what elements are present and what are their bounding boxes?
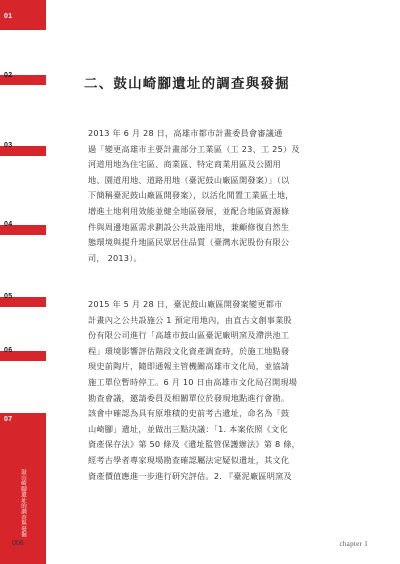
chapter-strip-segment-05b	[0, 307, 46, 351]
chapter-strip-segment-01b	[0, 30, 46, 75]
paragraph-1-line: 過「變更高雄市主要計畫部分工業區（工 23、工 25）及	[88, 143, 300, 154]
paragraph-1-line: 下簡稱臺泥鼓山廠區開發案），以活化閒置工業區土地，	[88, 190, 294, 201]
section-heading: 二、鼓山崎腳遺址的調查與發掘	[84, 76, 290, 92]
chapter-strip	[0, 0, 46, 564]
paragraph-1-line: 態環境與提升地區民眾居住品質（臺灣水泥股份有限公	[88, 237, 290, 248]
chapter-number-01: 01	[4, 13, 13, 20]
paragraph-1-line: 2013 年 6 月 28 日，高雄市都市計畫委員會審議通	[88, 128, 283, 138]
chapter-strip-segment-02b	[0, 85, 46, 146]
paragraph-1-line: 增進土地利用效能並健全地區發展，並配合地區資源條	[88, 205, 290, 216]
paragraph-1-line: 地、園道用地、道路用地（臺泥鼓山廠區開發案）」（以	[88, 174, 290, 185]
paragraph-2-line: 份有限公司進行「高雄市鼓山區臺泥廠明窯及滯洪池工	[88, 330, 290, 341]
page-number: 006	[12, 540, 24, 547]
chapter-strip-segment-06b	[0, 361, 46, 413]
current-chapter-marker-icon	[38, 12, 46, 22]
paragraph-2-line: 該會中確認為具有原堆積的史前考古遺址，命名為「鼓	[88, 408, 290, 419]
paragraph-2-line: 施工單位暫時停工。6 月 10 日由高雄市文化局召開現場	[88, 376, 298, 387]
paragraph-2-line: 計畫內之公共設施公 1 預定用地內，由直古文創事業股	[88, 314, 292, 325]
paragraph-2-line: 資產價值應進一步進行研究評估。2. 『臺泥廠區明窯及	[88, 470, 292, 481]
paragraph-2-line: 2015 年 5 月 28 日，臺泥鼓山廠區開發案變更都市	[88, 299, 283, 309]
paragraph-2-line: 山崎腳」遺址，並做出三點決議：「1. 本案依照《文化	[88, 423, 288, 434]
running-title-vertical: 鼓山崎腳遺址的調查與發掘	[20, 469, 26, 538]
chapter-number-07: 07	[4, 416, 13, 423]
chapter-number-05: 05	[4, 293, 13, 300]
paragraph-2-line: 經考古學者專家現場勘查確認屬法定疑似遺址，其文化	[88, 454, 290, 465]
chapter-number-06: 06	[4, 347, 13, 354]
chapter-number-03: 03	[4, 142, 13, 149]
paragraph-2-line: 勘查會議，邀請委員及相關單位於發現地點進行會勘。	[88, 392, 290, 403]
paragraph-1	[88, 126, 348, 266]
paragraph-2-line: 程」環境影響評估階段文化資產調查時，於施工地點發	[88, 345, 290, 356]
paragraph-1-line: 司， 2013）。	[88, 252, 142, 263]
paragraph-1-line: 河道用地為住宅區、商業區、特定商業用區及公園用	[88, 159, 281, 170]
paragraph-2	[88, 297, 348, 484]
paragraph-2-line: 資產保存法》第 50 條及《遺址監管保護辦法》第 8 條，	[88, 439, 300, 450]
chapter-number-04: 04	[4, 221, 13, 228]
paragraph-1-line: 件與周邊地區需求劃設公共設施用地，兼顧修復自然生	[88, 221, 290, 232]
chapter-strip-segment-03b	[0, 156, 46, 225]
paragraph-2-line: 現史前陶片，隨即通報主管機關高雄市文化局，並協請	[88, 361, 290, 372]
chapter-strip-segment-04b	[0, 235, 46, 297]
chapter-label: chapter 1	[339, 540, 368, 548]
chapter-number-02: 02	[4, 72, 13, 79]
